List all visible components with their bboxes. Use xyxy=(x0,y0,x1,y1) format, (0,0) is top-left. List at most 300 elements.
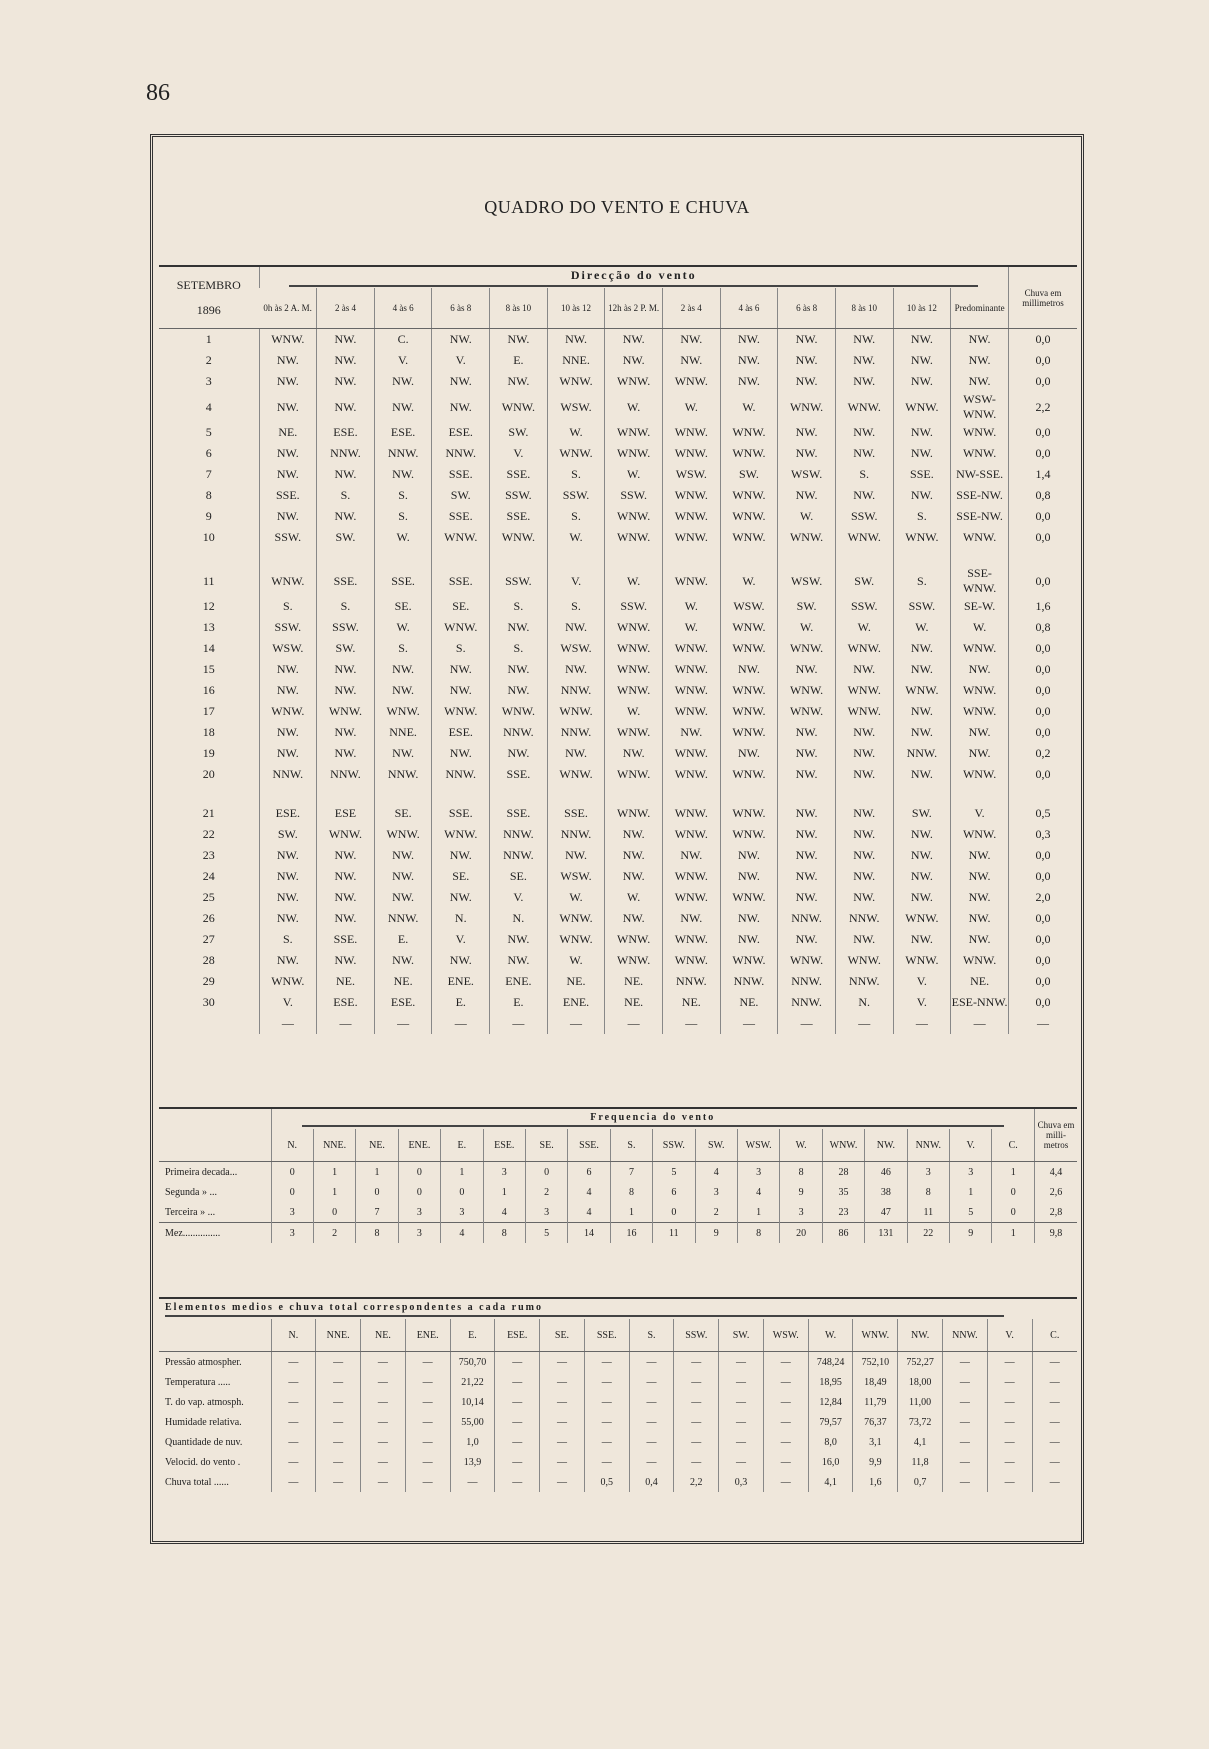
element-value: — xyxy=(763,1452,808,1472)
wind-direction: NNW. xyxy=(490,845,548,866)
predominant-direction: NW-SSE. xyxy=(951,464,1009,485)
wind-direction: NNW. xyxy=(432,443,490,464)
wind-direction: NW. xyxy=(720,743,778,764)
elements-section xyxy=(159,1297,1077,1492)
wind-direction: NW. xyxy=(317,506,375,527)
wind-direction: WNW. xyxy=(605,617,663,638)
gap-cell xyxy=(547,785,605,803)
direction-column-header: NNW. xyxy=(907,1129,949,1162)
table-row xyxy=(159,1162,1077,1183)
wind-direction: NNW. xyxy=(835,971,893,992)
wind-direction: NNE. xyxy=(374,722,432,743)
direction-column-header: SSE. xyxy=(584,1319,629,1352)
dash-cell: — xyxy=(662,1013,720,1034)
row-label: Primeira decada... xyxy=(165,1166,238,1178)
wind-direction: WNW. xyxy=(720,638,778,659)
wind-direction: SSW. xyxy=(259,617,317,638)
wind-direction: SW. xyxy=(778,596,836,617)
frequency-value: 8 xyxy=(737,1223,779,1244)
wind-direction: ESE. xyxy=(259,803,317,824)
wind-direction: NW. xyxy=(374,659,432,680)
element-value: — xyxy=(584,1352,629,1373)
day-number: 27 xyxy=(202,932,215,946)
element-value: 11,00 xyxy=(898,1392,943,1412)
wind-direction: S. xyxy=(432,638,490,659)
frequency-value: 1 xyxy=(992,1223,1035,1244)
wind-direction: NW. xyxy=(662,350,720,371)
element-value: — xyxy=(495,1412,540,1432)
wind-direction: WNW. xyxy=(662,527,720,548)
time-column-header: 8 às 10 xyxy=(490,288,548,329)
wind-direction: NW. xyxy=(662,845,720,866)
time-column-header: 2 às 4 xyxy=(317,288,375,329)
wind-direction: WNW. xyxy=(662,824,720,845)
direction-column-header: SSW. xyxy=(674,1319,719,1352)
table-row xyxy=(159,950,1077,971)
wind-direction: NNW. xyxy=(547,722,605,743)
wind-direction: WNW. xyxy=(662,485,720,506)
wind-direction: NW. xyxy=(720,929,778,950)
rain-value: 0,8 xyxy=(1009,617,1078,638)
frequency-value: 20 xyxy=(780,1223,822,1244)
wind-direction: NW. xyxy=(259,464,317,485)
wind-direction: NW. xyxy=(720,659,778,680)
wind-direction: NE. xyxy=(720,992,778,1013)
wind-direction: WSW. xyxy=(547,638,605,659)
frequency-value: 3 xyxy=(398,1202,440,1223)
gap-cell xyxy=(893,785,951,803)
day-number: 4 xyxy=(205,399,212,414)
wind-direction: WNW. xyxy=(662,803,720,824)
predominant-direction: NW. xyxy=(951,887,1009,908)
wind-direction: NNW. xyxy=(547,824,605,845)
gap-cell xyxy=(893,548,951,566)
wind-direction: W. xyxy=(720,566,778,596)
element-value: — xyxy=(271,1432,316,1452)
wind-direction: NW. xyxy=(605,329,663,351)
table-row xyxy=(159,1182,1077,1202)
wind-direction: NW. xyxy=(374,392,432,422)
wind-direction: SSW. xyxy=(605,485,663,506)
wind-direction: SSE. xyxy=(317,929,375,950)
wind-direction: NW. xyxy=(835,350,893,371)
wind-direction: SSE. xyxy=(547,803,605,824)
element-value: 750,70 xyxy=(450,1352,495,1373)
day-number: 1 xyxy=(205,332,212,346)
element-value: — xyxy=(584,1432,629,1452)
frequency-value: 4 xyxy=(737,1182,779,1202)
direction-column-header: E. xyxy=(450,1319,495,1352)
table-row xyxy=(159,371,1077,392)
element-value: — xyxy=(316,1392,361,1412)
gap-cell xyxy=(159,785,259,803)
frequency-value: 28 xyxy=(822,1162,864,1183)
wind-direction: SE. xyxy=(432,596,490,617)
element-value: — xyxy=(584,1372,629,1392)
wind-direction: S. xyxy=(259,929,317,950)
wind-direction: WNW. xyxy=(547,371,605,392)
wind-direction: NW. xyxy=(893,887,951,908)
time-column-header: 8 às 10 xyxy=(835,288,893,329)
wind-direction: NNW. xyxy=(893,743,951,764)
direction-column-header: W. xyxy=(780,1129,822,1162)
wind-direction: NW. xyxy=(317,659,375,680)
wind-direction: NW. xyxy=(835,371,893,392)
element-value: — xyxy=(942,1432,987,1452)
row-label: Mez............... xyxy=(159,1223,271,1244)
wind-direction: V. xyxy=(432,350,490,371)
element-value: 13,9 xyxy=(450,1452,495,1472)
frequency-value: 9 xyxy=(950,1223,992,1244)
wind-direction: NW. xyxy=(720,350,778,371)
frequency-value: 0 xyxy=(313,1202,355,1223)
element-value: — xyxy=(987,1432,1032,1452)
frequency-value: 6 xyxy=(653,1182,695,1202)
frequency-group-label: Frequencia do vento xyxy=(302,1112,1004,1127)
wind-direction: NW. xyxy=(317,866,375,887)
wind-direction: NW. xyxy=(374,950,432,971)
wind-direction: S. xyxy=(317,596,375,617)
wind-direction: WNW. xyxy=(778,638,836,659)
wind-direction: NW. xyxy=(778,866,836,887)
frequency-value: 47 xyxy=(865,1202,907,1223)
frequency-value: 3 xyxy=(271,1223,313,1244)
wind-direction: NW. xyxy=(662,329,720,351)
wind-direction: SW. xyxy=(893,803,951,824)
wind-group-header xyxy=(259,267,1009,288)
element-value: 55,00 xyxy=(450,1412,495,1432)
day-number: 7 xyxy=(205,467,212,481)
element-value: — xyxy=(361,1352,406,1373)
wind-direction: NW. xyxy=(662,908,720,929)
element-value: 0,5 xyxy=(584,1472,629,1492)
element-value: 3,1 xyxy=(853,1432,898,1452)
wind-direction: NW. xyxy=(547,329,605,351)
wind-direction: NW. xyxy=(835,722,893,743)
wind-direction: WNW. xyxy=(720,887,778,908)
frequency-value: 131 xyxy=(865,1223,907,1244)
element-value: — xyxy=(495,1352,540,1373)
row-label: Velocid. do vento . xyxy=(165,1456,241,1468)
elements-group-label: Elementos medios e chuva total correspondentes a cada rumo xyxy=(165,1302,1004,1317)
direction-column-header: ENE. xyxy=(398,1129,440,1162)
element-value: 11,8 xyxy=(898,1452,943,1472)
wind-direction: NNW. xyxy=(490,722,548,743)
rain-value: 0,0 xyxy=(1009,566,1078,596)
wind-direction: NW. xyxy=(835,485,893,506)
frequency-value: 8 xyxy=(356,1223,398,1244)
element-value: — xyxy=(719,1452,764,1472)
gap-cell xyxy=(547,548,605,566)
wind-direction: V. xyxy=(432,929,490,950)
dash-cell: — xyxy=(547,1013,605,1034)
wind-direction: NW. xyxy=(605,824,663,845)
wind-direction: S. xyxy=(547,506,605,527)
wind-direction: NNW. xyxy=(432,764,490,785)
wind-direction: NW. xyxy=(432,392,490,422)
wind-direction: S. xyxy=(259,596,317,617)
label-column-header xyxy=(159,1129,271,1162)
rain-value: 0,8 xyxy=(1009,485,1078,506)
wind-direction: NE. xyxy=(547,971,605,992)
wind-direction: WNW. xyxy=(893,950,951,971)
rain-value: 0,0 xyxy=(1009,371,1078,392)
wind-direction: W. xyxy=(662,596,720,617)
element-value: 11,79 xyxy=(853,1392,898,1412)
predominant-direction: SSE-NW. xyxy=(951,485,1009,506)
wind-direction: SSW. xyxy=(605,596,663,617)
wind-direction: NNW. xyxy=(835,908,893,929)
element-value: — xyxy=(405,1412,450,1432)
frequency-value: 4 xyxy=(568,1202,610,1223)
gap-cell xyxy=(259,548,317,566)
element-value: 21,22 xyxy=(450,1372,495,1392)
wind-direction: NNW. xyxy=(662,971,720,992)
wind-direction: W. xyxy=(374,617,432,638)
element-value: 4,1 xyxy=(898,1432,943,1452)
wind-direction: WNW. xyxy=(547,701,605,722)
wind-direction: WNW. xyxy=(605,803,663,824)
wind-direction: NW. xyxy=(720,329,778,351)
wind-direction: NW. xyxy=(778,929,836,950)
gap-cell xyxy=(490,785,548,803)
wind-direction: NW. xyxy=(835,443,893,464)
element-value: — xyxy=(316,1452,361,1472)
predominant-direction: NW. xyxy=(951,722,1009,743)
table-row xyxy=(159,929,1077,950)
frequency-value: 8 xyxy=(780,1162,822,1183)
wind-direction: NW. xyxy=(778,422,836,443)
rain-value: 0,0 xyxy=(1009,680,1078,701)
wind-direction: WNW. xyxy=(662,764,720,785)
wind-direction: WNW. xyxy=(835,701,893,722)
table-row xyxy=(159,1432,1077,1452)
day-number: 6 xyxy=(205,446,212,460)
wind-direction: NNW. xyxy=(317,764,375,785)
direction-column-header: NNW. xyxy=(942,1319,987,1352)
element-value: 73,72 xyxy=(898,1412,943,1432)
rain-value: 0,0 xyxy=(1009,929,1078,950)
frequency-value: 3 xyxy=(398,1223,440,1244)
wind-direction: WNW. xyxy=(374,824,432,845)
element-value: — xyxy=(1032,1452,1077,1472)
element-value: — xyxy=(495,1452,540,1472)
wind-direction: NW. xyxy=(490,929,548,950)
wind-direction: WNW. xyxy=(547,764,605,785)
year-label: 1896 xyxy=(196,302,221,317)
wind-direction: NW. xyxy=(432,371,490,392)
wind-direction: NNW. xyxy=(317,443,375,464)
element-value: — xyxy=(316,1412,361,1432)
dash-cell: — xyxy=(835,1013,893,1034)
wind-direction: ESE. xyxy=(374,422,432,443)
wind-direction: NW. xyxy=(490,743,548,764)
direction-column-header: SSW. xyxy=(653,1129,695,1162)
frequency-value: 46 xyxy=(865,1162,907,1183)
element-value: — xyxy=(763,1472,808,1492)
wind-direction: WNW. xyxy=(662,701,720,722)
frequency-value: 1 xyxy=(313,1182,355,1202)
dash-cell: — xyxy=(778,1013,836,1034)
direction-column-header: WSW. xyxy=(763,1319,808,1352)
element-value: — xyxy=(405,1472,450,1492)
row-label: T. do vap. atmosph. xyxy=(165,1396,244,1408)
wind-direction: WNW. xyxy=(720,680,778,701)
element-value: 9,9 xyxy=(853,1452,898,1472)
element-value: — xyxy=(271,1372,316,1392)
wind-direction: S. xyxy=(893,566,951,596)
table-row xyxy=(159,1392,1077,1412)
rain-value: 0,2 xyxy=(1009,743,1078,764)
wind-direction: NW. xyxy=(605,866,663,887)
table-row xyxy=(159,506,1077,527)
rain-value: 0,0 xyxy=(1009,638,1078,659)
wind-direction: WNW. xyxy=(893,392,951,422)
wind-direction: NW. xyxy=(893,350,951,371)
wind-direction: SE. xyxy=(490,866,548,887)
element-value: — xyxy=(316,1472,361,1492)
wind-direction: NW. xyxy=(317,680,375,701)
wind-direction: WSW. xyxy=(547,866,605,887)
day-number: 21 xyxy=(202,806,215,820)
element-value: — xyxy=(316,1432,361,1452)
direction-column-header: NE. xyxy=(361,1319,406,1352)
wind-direction: WNW. xyxy=(720,443,778,464)
element-value: — xyxy=(1032,1392,1077,1412)
wind-direction: NW. xyxy=(490,371,548,392)
direction-column-header: N. xyxy=(271,1129,313,1162)
wind-direction: NE. xyxy=(605,971,663,992)
rain-header: Chuva em millimetros xyxy=(1009,267,1078,329)
direction-column-header: ESE. xyxy=(483,1129,525,1162)
element-value: — xyxy=(763,1372,808,1392)
element-value: — xyxy=(763,1392,808,1412)
wind-direction: NW. xyxy=(893,929,951,950)
wind-direction: WNW. xyxy=(432,527,490,548)
wind-direction: W. xyxy=(893,617,951,638)
element-value: — xyxy=(942,1372,987,1392)
wind-direction: W. xyxy=(547,422,605,443)
frequency-value: 6 xyxy=(568,1162,610,1183)
wind-direction: NW. xyxy=(835,743,893,764)
frequency-value: 0 xyxy=(271,1182,313,1202)
rain-value: 1,6 xyxy=(1009,596,1078,617)
dash-cell: — xyxy=(605,1013,663,1034)
wind-direction: NW. xyxy=(778,350,836,371)
element-value: — xyxy=(719,1412,764,1432)
element-value: — xyxy=(540,1392,585,1412)
element-value: 76,37 xyxy=(853,1412,898,1432)
wind-direction: NW. xyxy=(778,824,836,845)
table-row xyxy=(159,803,1077,824)
frequency-value: 4 xyxy=(441,1223,483,1244)
wind-direction: WNW. xyxy=(720,803,778,824)
day-number: 19 xyxy=(202,746,215,760)
wind-direction: SSW. xyxy=(835,506,893,527)
wind-direction: WNW. xyxy=(259,329,317,351)
element-value: — xyxy=(674,1452,719,1472)
rain-value: 0,0 xyxy=(1009,845,1078,866)
wind-direction: NW. xyxy=(432,743,490,764)
wind-direction: NW. xyxy=(490,680,548,701)
element-value: — xyxy=(987,1352,1032,1373)
frequency-value: 0 xyxy=(992,1202,1035,1223)
wind-direction: NW. xyxy=(432,845,490,866)
wind-direction: WNW. xyxy=(720,824,778,845)
wind-direction: SW. xyxy=(317,638,375,659)
element-value: 1,0 xyxy=(450,1432,495,1452)
table-row xyxy=(159,680,1077,701)
rain-value: 0,0 xyxy=(1009,659,1078,680)
frequency-value: 0 xyxy=(271,1162,313,1183)
wind-direction: WNW. xyxy=(605,371,663,392)
wind-direction: NW. xyxy=(317,950,375,971)
table-row xyxy=(159,527,1077,548)
wind-direction: SSE. xyxy=(374,566,432,596)
day-number: 12 xyxy=(202,599,215,613)
frequency-value: 1 xyxy=(483,1182,525,1202)
wind-direction: NW. xyxy=(893,722,951,743)
direction-column-header: SE. xyxy=(525,1129,567,1162)
element-value: 1,6 xyxy=(853,1472,898,1492)
wind-direction: S. xyxy=(547,464,605,485)
element-value: — xyxy=(719,1352,764,1373)
wind-direction: WNW. xyxy=(374,701,432,722)
table-row xyxy=(159,971,1077,992)
page-number: 86 xyxy=(146,80,170,106)
wind-direction: NW. xyxy=(490,617,548,638)
wind-direction: NW. xyxy=(605,743,663,764)
wind-direction: SSE. xyxy=(432,506,490,527)
predominant-direction: WNW. xyxy=(951,824,1009,845)
table-row xyxy=(159,617,1077,638)
direction-column-header: NNE. xyxy=(313,1129,355,1162)
element-value: — xyxy=(405,1352,450,1373)
rain-value: 0,0 xyxy=(1009,992,1078,1013)
predominant-direction: WNW. xyxy=(951,422,1009,443)
time-column-header: 2 às 4 xyxy=(662,288,720,329)
wind-direction: WNW. xyxy=(720,764,778,785)
elements-group-header xyxy=(159,1299,1077,1319)
gap-cell xyxy=(720,548,778,566)
element-value: — xyxy=(674,1352,719,1373)
wind-direction: NW. xyxy=(259,659,317,680)
wind-direction: WNW. xyxy=(605,722,663,743)
gap-cell xyxy=(1009,785,1078,803)
predominant-direction: V. xyxy=(951,803,1009,824)
direction-column-header: S. xyxy=(629,1319,674,1352)
wind-direction: NE. xyxy=(605,992,663,1013)
element-value: — xyxy=(1032,1372,1077,1392)
direction-column-header: WSW. xyxy=(737,1129,779,1162)
row-label: Temperatura ..... xyxy=(165,1376,231,1388)
wind-direction: NW. xyxy=(835,887,893,908)
gap-cell xyxy=(432,785,490,803)
predominant-direction: NW. xyxy=(951,866,1009,887)
wind-direction: SSE. xyxy=(490,764,548,785)
wind-direction: WNW. xyxy=(490,527,548,548)
element-value: — xyxy=(674,1432,719,1452)
wind-direction: NW. xyxy=(374,845,432,866)
wind-direction: SSE. xyxy=(432,803,490,824)
predominant-direction: WNW. xyxy=(951,701,1009,722)
wind-direction: WNW. xyxy=(720,485,778,506)
element-value: — xyxy=(629,1412,674,1432)
element-value: 2,2 xyxy=(674,1472,719,1492)
element-value: — xyxy=(540,1452,585,1472)
wind-direction: NW. xyxy=(835,845,893,866)
wind-direction: SSE. xyxy=(490,506,548,527)
